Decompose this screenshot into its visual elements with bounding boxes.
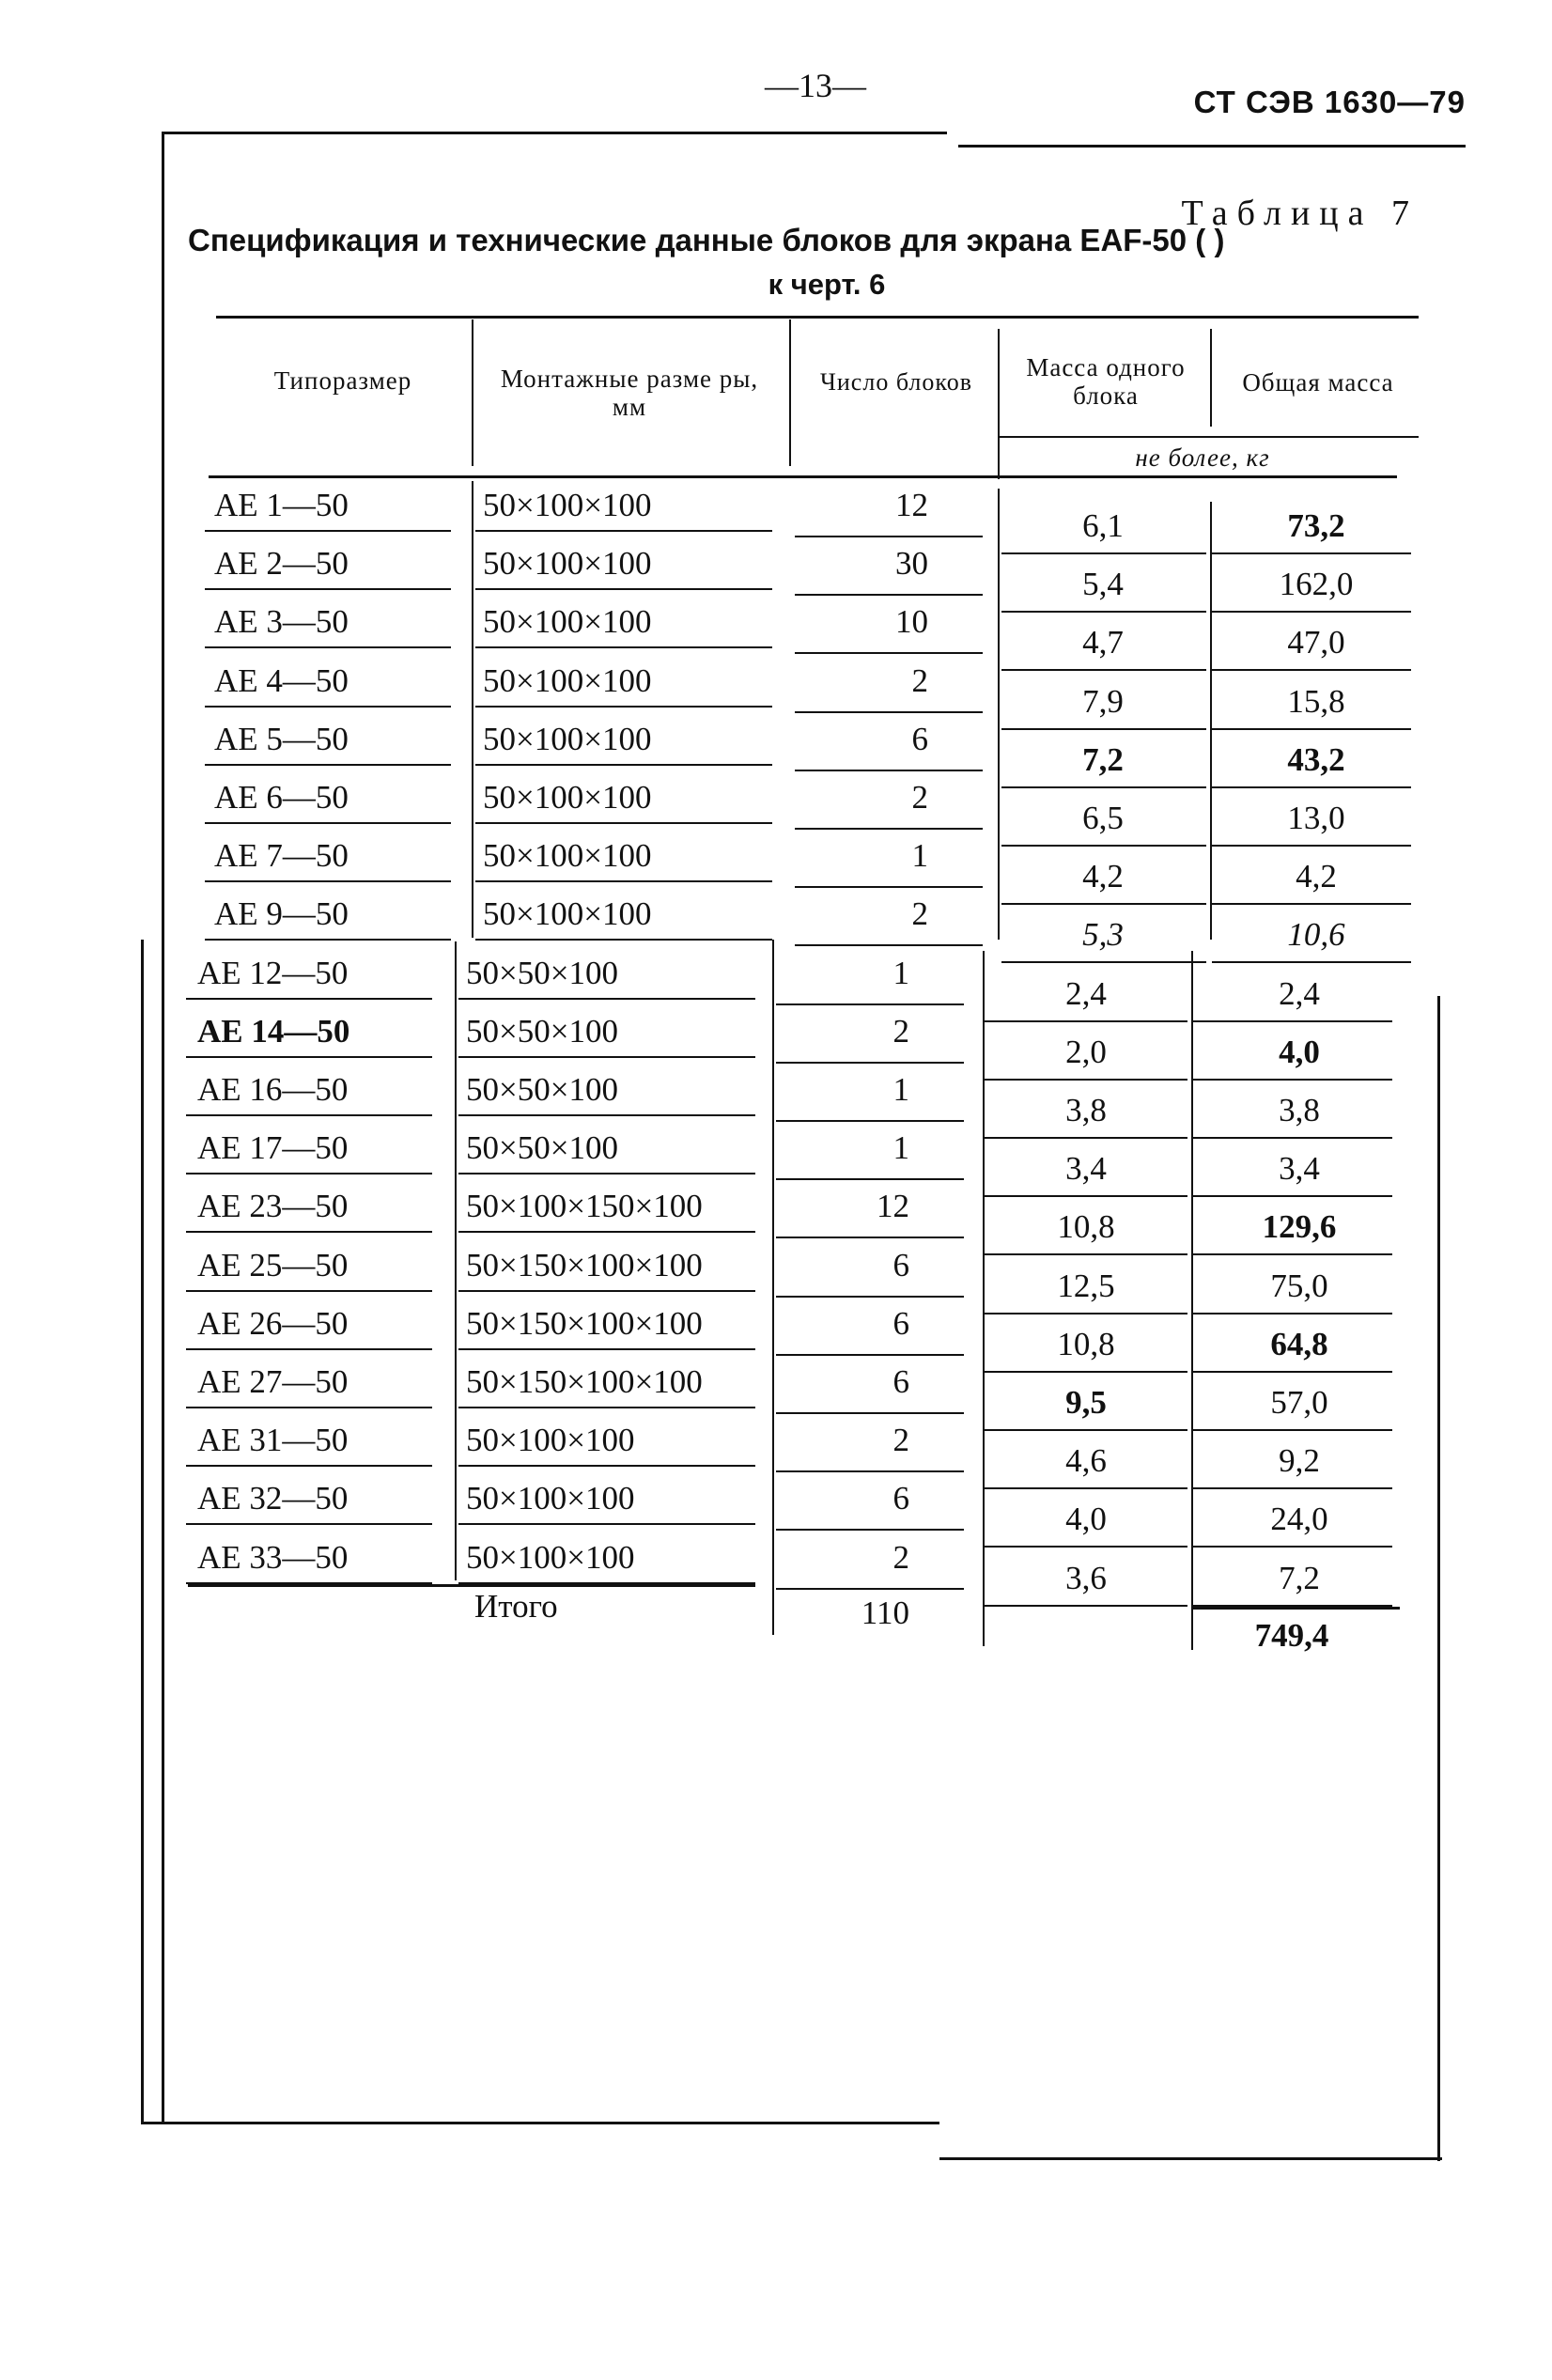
row-total: 3,8 — [1279, 1092, 1320, 1128]
row-size: АЕ 26—50 — [197, 1304, 349, 1342]
row-count-rule — [776, 1529, 964, 1531]
row-mount: 50×50×100 — [466, 954, 618, 991]
row-mass-rule — [983, 1546, 1187, 1548]
row-count-rule — [795, 828, 983, 830]
lower-block-left-edge — [141, 940, 144, 2122]
row-total: 2,4 — [1279, 974, 1320, 1012]
row-mass: 12,5 — [1057, 1267, 1115, 1304]
row-total-rule — [1193, 1195, 1392, 1197]
row-mount-rule — [475, 588, 772, 590]
body-separator-3-upper — [998, 489, 1000, 940]
row-mass: 2,4 — [1065, 974, 1107, 1012]
row-size-rule — [186, 1231, 432, 1233]
row-size-rule — [205, 939, 451, 941]
row-total: 15,8 — [1287, 682, 1345, 720]
row-count: 2 — [892, 1538, 909, 1576]
row-size-rule — [205, 588, 451, 590]
row-count: 6 — [892, 1480, 909, 1517]
row-mass-rule — [983, 1429, 1187, 1431]
row-total: 9,2 — [1279, 1442, 1320, 1480]
row-mass-rule — [983, 1079, 1187, 1081]
row-mass: 3,6 — [1065, 1559, 1107, 1596]
row-mount: 50×150×100×100 — [466, 1363, 703, 1400]
row-mount: 50×100×100 — [483, 895, 652, 933]
row-count: 1 — [911, 837, 928, 875]
row-count: 2 — [911, 895, 928, 933]
row-mount-rule — [475, 880, 772, 882]
row-size: АЕ 7—50 — [214, 837, 349, 875]
row-count: 2 — [911, 661, 928, 699]
row-mount: 50×50×100 — [466, 1071, 618, 1108]
row-total: 7,2 — [1279, 1559, 1320, 1596]
row-total: 24,0 — [1270, 1501, 1328, 1538]
row-count-rule — [776, 1003, 964, 1005]
row-count: 2 — [892, 1422, 909, 1459]
row-total-rule — [1212, 961, 1411, 963]
row-size-rule — [186, 1523, 432, 1525]
row-mass: 7,2 — [1082, 740, 1124, 778]
row-mount: 50×100×100 — [466, 1538, 635, 1576]
row-mass-rule — [1001, 611, 1206, 613]
body-separator-4-lower — [1191, 951, 1193, 1650]
row-count: 6 — [892, 1363, 909, 1400]
row-count-rule — [776, 1178, 964, 1180]
row-mass: 10,8 — [1057, 1325, 1115, 1362]
row-mass-rule — [983, 1313, 1187, 1314]
row-mount: 50×100×100 — [466, 1480, 635, 1517]
row-mass-rule — [1001, 845, 1206, 847]
row-size-rule — [205, 646, 451, 648]
row-count-rule — [795, 944, 983, 946]
row-total-rule — [1212, 728, 1411, 730]
row-total-rule — [1193, 1546, 1392, 1548]
header-separator-4 — [1210, 329, 1212, 427]
unit-label: не более, кг — [1135, 443, 1270, 472]
row-size: АЕ 16—50 — [197, 1071, 349, 1108]
row-size-rule — [186, 1290, 432, 1292]
row-count-rule — [776, 1296, 964, 1298]
body-separator-4-upper — [1210, 502, 1212, 940]
row-mass: 3,4 — [1065, 1150, 1107, 1188]
row-size: АЕ 3—50 — [214, 603, 349, 641]
row-mount: 50×100×150×100 — [466, 1188, 703, 1225]
row-mass: 3,8 — [1065, 1092, 1107, 1128]
header-separator-2 — [789, 319, 791, 466]
row-total-rule — [1212, 669, 1411, 671]
row-count-rule — [776, 1237, 964, 1238]
row-total-rule — [1212, 903, 1411, 905]
row-count-rule — [795, 652, 983, 654]
row-size: АЕ 23—50 — [197, 1188, 349, 1225]
row-mass: 10,8 — [1057, 1208, 1115, 1246]
row-count: 30 — [895, 545, 928, 583]
row-mount: 50×100×100 — [466, 1422, 635, 1459]
row-count-rule — [776, 1588, 964, 1590]
total-mass: 749,4 — [1254, 1617, 1329, 1654]
row-total-rule — [1193, 1020, 1392, 1022]
row-mount-rule — [458, 1407, 755, 1408]
row-mount: 50×150×100×100 — [466, 1304, 703, 1342]
row-mount-rule — [475, 530, 772, 532]
column-header-mount: Монтажные разме ры, мм — [500, 365, 759, 421]
row-size-rule — [205, 706, 451, 708]
row-mass-rule — [983, 1195, 1187, 1197]
row-mount: 50×100×100 — [483, 487, 652, 523]
row-size: АЕ 1—50 — [214, 487, 349, 523]
row-total: 47,0 — [1287, 624, 1345, 661]
row-size-rule — [186, 998, 432, 1000]
row-total-rule — [1193, 1313, 1392, 1314]
row-mass-rule — [983, 1605, 1187, 1607]
total-rule-right — [1191, 1607, 1400, 1610]
row-mass-rule — [983, 1371, 1187, 1373]
row-total: 10,6 — [1287, 916, 1345, 954]
table-header-top-rule — [216, 316, 1419, 319]
row-size: АЕ 6—50 — [214, 779, 349, 816]
row-size: АЕ 12—50 — [197, 954, 349, 991]
row-size: АЕ 25—50 — [197, 1246, 349, 1283]
row-total: 4,2 — [1296, 858, 1337, 895]
row-count-rule — [795, 711, 983, 713]
row-mass: 4,7 — [1082, 624, 1124, 661]
row-total: 43,2 — [1287, 740, 1345, 778]
header-separator-3 — [998, 329, 1000, 479]
top-rule-right — [958, 145, 1466, 148]
row-total-rule — [1212, 552, 1411, 554]
row-mass-rule — [983, 1253, 1187, 1255]
row-count: 6 — [911, 720, 928, 757]
row-size-rule — [186, 1114, 432, 1116]
row-mount-rule — [475, 939, 772, 941]
row-mass: 6,1 — [1082, 507, 1124, 544]
body-separator-3-lower — [983, 951, 985, 1646]
row-size-rule — [186, 1056, 432, 1058]
total-label: Итого — [474, 1588, 558, 1625]
row-total-rule — [1212, 786, 1411, 788]
row-size: АЕ 33—50 — [197, 1538, 349, 1576]
row-mass: 7,9 — [1082, 682, 1124, 720]
row-size: АЕ 17—50 — [197, 1129, 349, 1167]
table-subtitle: к черт. 6 — [768, 268, 886, 301]
row-size: АЕ 4—50 — [214, 661, 349, 699]
row-mass: 5,4 — [1082, 566, 1124, 603]
row-count: 1 — [892, 1129, 909, 1167]
row-size-rule — [186, 1348, 432, 1350]
row-size-rule — [186, 1465, 432, 1467]
row-mass-rule — [983, 1020, 1187, 1022]
row-mass: 4,6 — [1065, 1442, 1107, 1480]
row-mount-rule — [458, 1465, 755, 1467]
row-mass-rule — [1001, 552, 1206, 554]
row-total-rule — [1193, 1371, 1392, 1373]
body-separator-1-upper — [472, 481, 473, 938]
row-mass: 6,5 — [1082, 800, 1124, 836]
row-mount-rule — [458, 1114, 755, 1116]
row-count-rule — [776, 1062, 964, 1064]
row-count-rule — [795, 536, 983, 537]
row-mass-rule — [1001, 669, 1206, 671]
column-header-size: Типоразмер — [273, 366, 412, 395]
row-size: АЕ 32—50 — [197, 1480, 349, 1517]
row-mass: 4,2 — [1082, 858, 1124, 895]
row-total-rule — [1193, 1487, 1392, 1489]
page-frame-left — [162, 132, 164, 2123]
row-count: 1 — [892, 954, 909, 991]
row-count: 2 — [911, 779, 928, 816]
row-count: 6 — [892, 1246, 909, 1283]
row-mount-rule — [475, 822, 772, 824]
row-total: 13,0 — [1287, 800, 1345, 836]
row-size-rule — [205, 530, 451, 532]
total-count: 110 — [861, 1594, 909, 1631]
bottom-rule-right — [939, 2157, 1442, 2160]
row-total-rule — [1212, 845, 1411, 847]
row-mass: 5,3 — [1082, 916, 1124, 954]
row-size: АЕ 14—50 — [197, 1012, 350, 1050]
row-mass-rule — [983, 1487, 1187, 1489]
row-mount-rule — [458, 1056, 755, 1058]
bottom-rule — [141, 2122, 939, 2124]
row-total-rule — [1212, 611, 1411, 613]
row-total-rule — [1193, 1079, 1392, 1081]
row-mount-rule — [475, 706, 772, 708]
row-mount: 50×50×100 — [466, 1129, 618, 1167]
body-separator-1-lower — [455, 941, 457, 1580]
row-count: 2 — [892, 1012, 909, 1050]
row-mount: 50×100×100 — [483, 545, 652, 583]
row-mount: 50×100×100 — [483, 779, 652, 816]
row-size-rule — [205, 764, 451, 766]
row-total-rule — [1193, 1253, 1392, 1255]
total-rule — [188, 1584, 755, 1587]
top-rule — [162, 132, 947, 134]
row-count-rule — [776, 1354, 964, 1356]
row-count: 1 — [892, 1071, 909, 1108]
row-mass-rule — [1001, 728, 1206, 730]
row-size-rule — [205, 880, 451, 882]
row-size: АЕ 2—50 — [214, 545, 349, 583]
page-frame-right — [1437, 996, 1440, 2161]
table-title: Спецификация и технические данные блоков для экрана EAF-50 ( ) — [188, 223, 1225, 257]
row-mass: 9,5 — [1065, 1384, 1107, 1421]
row-total: 162,0 — [1279, 566, 1354, 603]
row-mount: 50×100×100 — [483, 603, 652, 641]
row-count: 12 — [895, 487, 928, 523]
column-header-total: Общая масса — [1242, 368, 1394, 397]
row-mount: 50×100×100 — [483, 720, 652, 757]
row-mount-rule — [458, 1290, 755, 1292]
row-total: 129,6 — [1262, 1208, 1337, 1246]
row-mass-rule — [1001, 903, 1206, 905]
row-mount: 50×50×100 — [466, 1012, 618, 1050]
row-mount: 50×100×100 — [483, 661, 652, 699]
row-count-rule — [795, 770, 983, 771]
row-mass: 4,0 — [1065, 1501, 1107, 1538]
row-size-rule — [186, 1407, 432, 1408]
row-total: 75,0 — [1270, 1267, 1328, 1304]
table-label: Таблица 7 — [1181, 194, 1419, 233]
row-count-rule — [795, 594, 983, 596]
row-count-rule — [795, 886, 983, 888]
row-size: АЕ 31—50 — [197, 1422, 349, 1459]
row-count: 6 — [892, 1304, 909, 1342]
table-header-bottom-rule — [209, 475, 1397, 478]
unit-rule — [998, 436, 1419, 438]
row-mass-rule — [983, 1137, 1187, 1139]
row-mount-rule — [458, 998, 755, 1000]
row-mount: 50×100×100 — [483, 837, 652, 875]
row-mount: 50×150×100×100 — [466, 1246, 703, 1283]
page-number: —13— — [765, 67, 866, 104]
row-count: 12 — [877, 1188, 909, 1225]
column-header-count: Число блоков — [820, 368, 972, 396]
row-total: 4,0 — [1279, 1033, 1320, 1070]
header-separator-1 — [472, 319, 473, 466]
row-mount-rule — [458, 1173, 755, 1174]
row-size: АЕ 9—50 — [214, 895, 349, 933]
row-mass-rule — [1001, 961, 1206, 963]
row-count-rule — [776, 1412, 964, 1414]
row-mount-rule — [458, 1348, 755, 1350]
document-code: СТ СЭВ 1630—79 — [1193, 85, 1466, 119]
row-mount-rule — [475, 764, 772, 766]
row-mount-rule — [458, 1523, 755, 1525]
column-header-mass: Масса одного блока — [1026, 353, 1186, 410]
row-total: 57,0 — [1270, 1384, 1328, 1421]
row-total: 3,4 — [1279, 1150, 1320, 1188]
row-size-rule — [205, 822, 451, 824]
row-size-rule — [186, 1173, 432, 1174]
row-mass: 2,0 — [1065, 1033, 1107, 1070]
row-total-rule — [1193, 1137, 1392, 1139]
row-total-rule — [1193, 1429, 1392, 1431]
row-size: АЕ 5—50 — [214, 720, 349, 757]
row-count-rule — [776, 1120, 964, 1122]
row-total: 73,2 — [1287, 507, 1345, 544]
row-count-rule — [776, 1470, 964, 1472]
row-size: АЕ 27—50 — [197, 1363, 349, 1400]
row-mount-rule — [458, 1231, 755, 1233]
row-mass-rule — [1001, 786, 1206, 788]
row-mount-rule — [475, 646, 772, 648]
row-total: 64,8 — [1270, 1325, 1328, 1362]
row-count: 10 — [895, 603, 928, 641]
